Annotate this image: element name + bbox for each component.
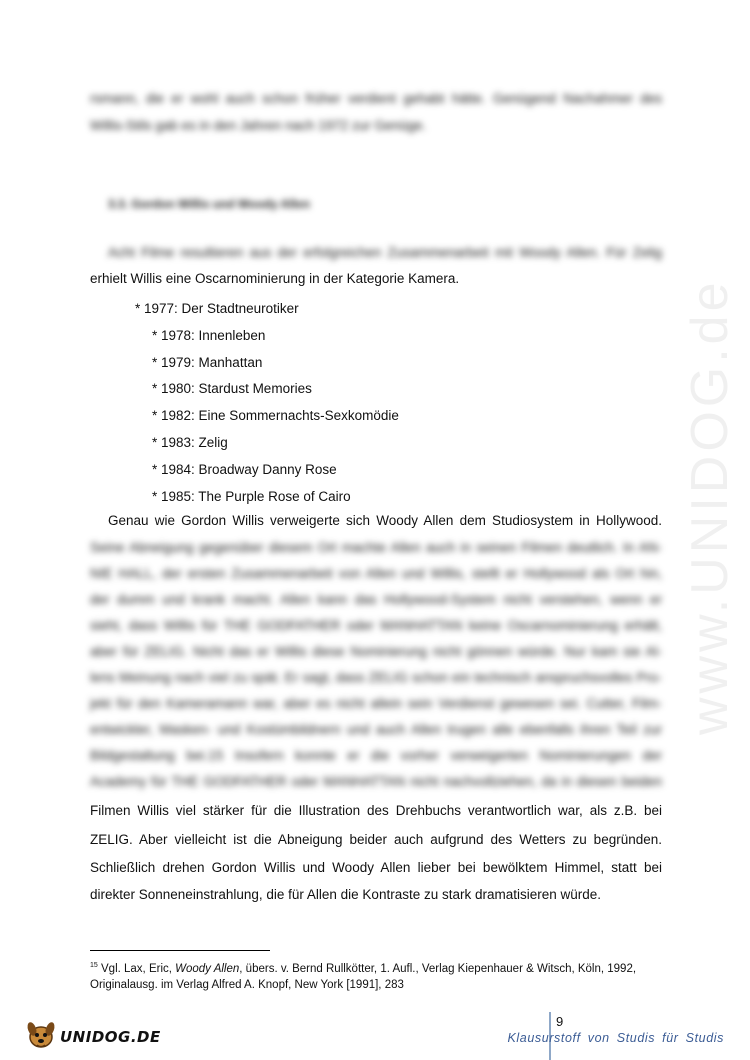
film-list <box>135 296 399 510</box>
body-visible-line: ZELIG. Aber vielleicht ist die Abneigung beider auch aufgrund des Wetters zu begründen. <box>90 832 662 847</box>
list-item: * 1985: The Purple Rose of Cairo <box>152 488 351 504</box>
top-line-1: rsmann, die er wohl auch schon früher verdient gehabt hätte. Genügend Nachahmer des <box>90 91 662 106</box>
body-blurred-line: aber für ZELIG. Nicht das er Willis diese Nominierung nicht gönnen würde. Nur kam sie Al- <box>90 644 662 659</box>
intro-blurred-line: Acht Filme resultieren aus der erfolgreichen Zusammenarbeit mit Woody Allen. Für Zelig <box>108 245 662 260</box>
body-blurred-line: Seine Abneigung gegenüber diesem Ort machte Allen auch in seinen Filmen deutlich. In AN- <box>90 540 662 555</box>
footnote-title: Woody Allen <box>175 962 240 975</box>
body-blurred-line: Academy für THE GODFATHER oder MANHATTAN nicht nachvollziehen, da in diesen beiden <box>90 774 662 789</box>
list-item: * 1977: Der Stadtneurotiker <box>135 301 299 316</box>
body-visible-line: Schließlich drehen Gordon Willis und Woody Allen lieber bei bewölktem Himmel, statt bei <box>90 860 662 875</box>
footnote <box>90 958 650 993</box>
footnote-line-2: Originalausg. im Verlag Alfred A. Knopf, New York [1991], 283 <box>90 978 404 991</box>
body-visible-line: direkter Sonneneinstrahlung, die für Allen die Kontraste zu stark dramatisieren würde. <box>90 887 602 902</box>
body-blurred-line: jekt für den Kameramann war, aber es nicht allein sein Verdienst gewesen sei. Cutter, Film- <box>90 696 662 711</box>
footer-tagline: Klausurstoff von Studis für Studis <box>507 1031 724 1045</box>
page-number: 9 <box>556 1014 564 1029</box>
list-item: * 1979: Manhattan <box>152 354 263 370</box>
body-blurred-line: lens Meinung nach viel zu spät. Er sagt, dass ZELIG schon ein technisch anspruchsvolles Pro- <box>90 670 662 685</box>
watermark: www.UNIDOG.de <box>681 278 739 735</box>
dog-mascot-icon <box>24 1017 58 1056</box>
body-blurred-line: sieht, dass Willis für THE GODFATHER oder MANHATTAN keine Oscarnominierung erhält, <box>90 618 662 633</box>
footnote-number: 15 <box>90 962 98 969</box>
footnote-divider <box>90 950 270 951</box>
intro-visible-line: erhielt Willis eine Oscarnominierung in der Kategorie Kamera. <box>90 271 460 286</box>
body-blurred-line: entwickler, Masken- und Kostümbildnern und auch Allen trugen alle ebenfalls ihren Teil zur <box>90 722 662 737</box>
body-blurred-line: der dumm und krank macht. Allen kann das Hollywood-System nicht verstehen, wenn er <box>90 592 662 607</box>
list-item: * 1978: Innenleben <box>152 327 266 343</box>
body-first-line: Genau wie Gordon Willis verweigerte sich Woody Allen dem Studiosystem in Hollywood. <box>108 513 662 528</box>
logo-text: UNIDOG.DE <box>60 1027 161 1046</box>
body-blurred-line: Bildgestaltung bei.15 Insofern konnte er die vorher verweigerten Nominierungen der <box>90 748 662 763</box>
body-blurred-line: NIE HALL, der ersten Zusammenarbeit von Allen und Willis, stellt er Hollywood als Ort hin, <box>90 566 662 581</box>
footnote-prefix: Vgl. Lax, Eric, <box>101 962 176 975</box>
footnote-rest: , übers. v. Bernd Rullkötter, 1. Aufl., Verlag Kiepenhauer & Witsch, Köln, 1992, <box>239 962 637 975</box>
section-heading: 3.3. Gordon Willis und Woody Allen <box>108 197 310 211</box>
list-item: * 1983: Zelig <box>152 434 228 450</box>
top-line-2: Willis-Stils gab es in den Jahren nach 1972 zur Genüge. <box>90 118 427 133</box>
list-item: * 1982: Eine Sommernachts-Sexkomödie <box>152 408 399 424</box>
list-item: * 1984: Broadway Danny Rose <box>152 461 337 477</box>
body-visible-line: Filmen Willis viel stärker für die Illustration des Drehbuchs verantwortlich war, als z.B. bei <box>90 803 662 818</box>
footnote-line-1 <box>90 958 650 977</box>
unidog-logo <box>24 1017 161 1056</box>
list-item: * 1980: Stardust Memories <box>152 381 312 397</box>
